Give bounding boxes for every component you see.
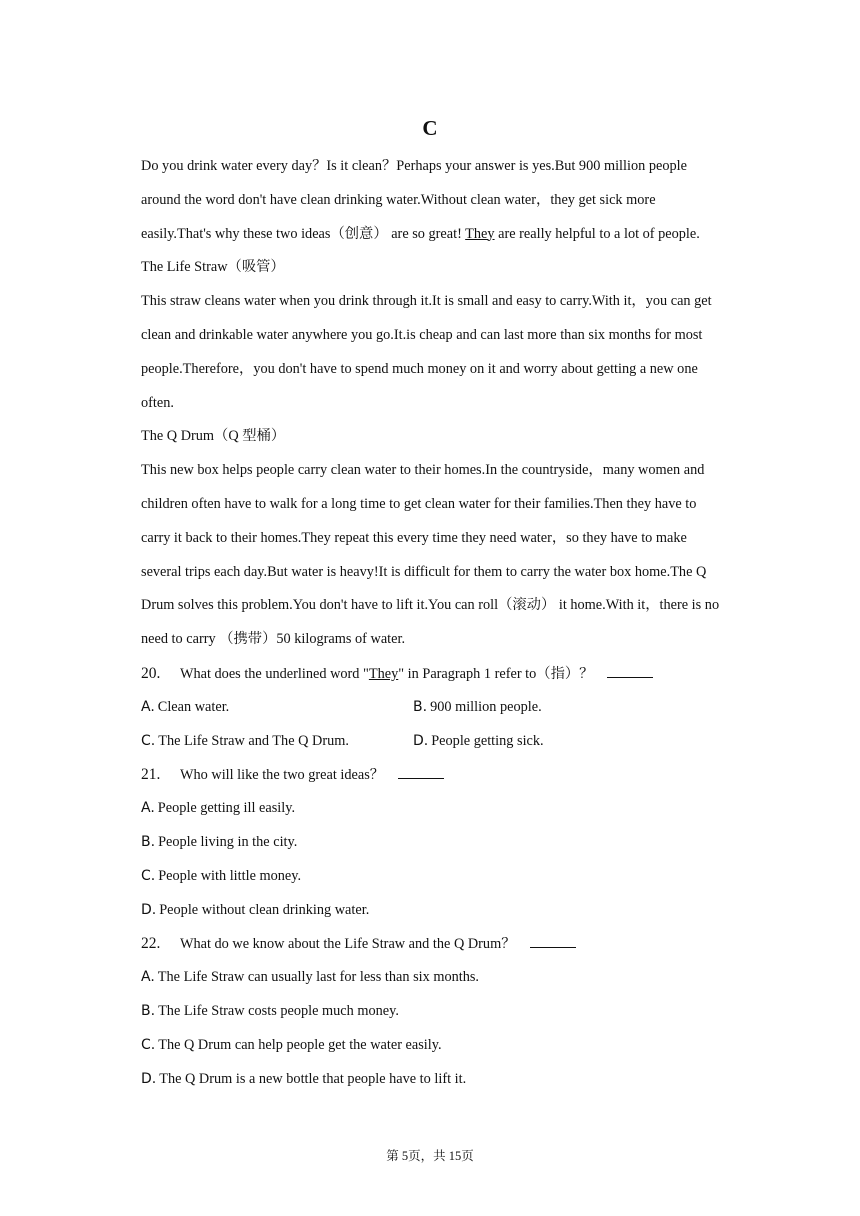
question-21 — [141, 758, 753, 927]
option-a[interactable] — [141, 691, 413, 725]
option-b[interactable] — [141, 995, 753, 1029]
option-text: People living in the city. — [158, 833, 298, 850]
option-letter: D. — [141, 1070, 157, 1087]
passage-line: often. — [141, 394, 174, 411]
question-number: 22. — [141, 935, 161, 953]
question-text: What does the underlined word " — [180, 665, 369, 682]
option-letter: B. — [413, 698, 428, 715]
question-text: " in Paragraph 1 refer to（指）？ — [398, 665, 594, 682]
option-letter: B. — [141, 1002, 156, 1019]
question-stem — [141, 927, 753, 961]
option-letter: C. — [141, 732, 156, 749]
section-title: C — [422, 116, 438, 140]
option-text: People with little money. — [158, 867, 302, 884]
option-d[interactable] — [141, 1063, 753, 1097]
question-text: What do we know about the Life Straw and the Q Drum？ — [180, 936, 516, 953]
option-c[interactable] — [141, 1029, 753, 1063]
question-22 — [141, 927, 753, 1096]
option-letter: D. — [413, 732, 429, 749]
option-text: Clean water. — [157, 698, 230, 715]
answer-blank[interactable] — [607, 664, 653, 678]
passage-line: people.Therefore，you don't have to spend much money on it and worry about getting a new one — [141, 360, 698, 377]
question-stem — [141, 657, 753, 691]
option-a[interactable] — [141, 792, 753, 826]
option-row — [141, 725, 753, 759]
page-content — [141, 150, 753, 1096]
option-letter: B. — [141, 833, 156, 850]
option-text: The Q Drum is a new bottle that people have to lift it. — [159, 1070, 467, 1087]
option-letter: A. — [141, 698, 155, 715]
subheading-life-straw: The Life Straw（吸管） — [141, 259, 285, 276]
passage-text: easily.That's why these two ideas（创意） are so great! — [141, 225, 466, 242]
option-b[interactable] — [413, 691, 542, 725]
option-text: People without clean drinking water. — [159, 901, 370, 918]
option-text: The Life Straw and The Q Drum. — [158, 732, 349, 749]
option-text: People getting ill easily. — [157, 800, 296, 817]
option-letter: A. — [141, 800, 155, 817]
passage-line: Drum solves this problem.You don't have to lift it.You can roll（滚动） it home.With it，there is no — [141, 597, 720, 614]
passage-line: carry it back to their homes.They repeat this every time they need water，so they have to make — [141, 529, 687, 546]
option-a[interactable] — [141, 961, 753, 995]
passage-line: clean and drinkable water anywhere you go.It.is cheap and can last more than six months for most — [141, 326, 703, 343]
passage-line — [141, 218, 753, 252]
passage-line: need to carry （携带）50 kilograms of water. — [141, 631, 406, 648]
option-d[interactable] — [413, 725, 544, 759]
question-number: 21. — [141, 766, 161, 784]
reading-passage — [141, 150, 753, 657]
option-letter: C. — [141, 1036, 156, 1053]
passage-line: Do you drink water every day？Is it clean？Perhaps your answer is yes.But 900 million people — [141, 158, 687, 174]
option-text: People getting sick. — [431, 732, 544, 749]
passage-line: children often have to walk for a long time to get clean water for their families.Then they have to — [141, 495, 697, 512]
option-b[interactable] — [141, 826, 753, 860]
option-text: 900 million people. — [430, 698, 542, 715]
option-letter: C. — [141, 867, 156, 884]
passage-text: are really helpful to a lot of people. — [494, 225, 700, 242]
subheading-q-drum: The Q Drum（Q 型桶） — [141, 428, 286, 445]
option-text: The Life Straw can usually last for less than six months. — [157, 969, 480, 986]
passage-line: several trips each day.But water is heavy!It is difficult for them to carry the water box home.The Q — [141, 563, 707, 580]
option-letter: D. — [141, 901, 157, 918]
option-letter: A. — [141, 969, 155, 986]
option-c[interactable] — [141, 725, 413, 759]
question-20 — [141, 657, 753, 758]
option-row — [141, 691, 753, 725]
question-text: Who will like the two great ideas？ — [180, 767, 385, 784]
passage-line: around the word don't have clean drinking water.Without clean water，they get sick more — [141, 191, 656, 208]
question-number: 20. — [141, 664, 161, 682]
option-c[interactable] — [141, 860, 753, 894]
passage-line: This new box helps people carry clean water to their homes.In the countryside，many women and — [141, 462, 705, 479]
answer-blank[interactable] — [530, 934, 576, 948]
option-text: The Q Drum can help people get the water easily. — [158, 1036, 442, 1053]
page-footer: 第 5页，共 15页 — [386, 1149, 474, 1163]
option-d[interactable] — [141, 894, 753, 928]
option-text: The Life Straw costs people much money. — [158, 1002, 399, 1019]
underlined-word: They — [465, 225, 495, 242]
underlined-word: They — [368, 665, 399, 682]
question-stem — [141, 758, 753, 792]
passage-line: This straw cleans water when you drink through it.It is small and easy to carry.With it，you can get — [141, 293, 712, 310]
answer-blank[interactable] — [398, 765, 444, 779]
